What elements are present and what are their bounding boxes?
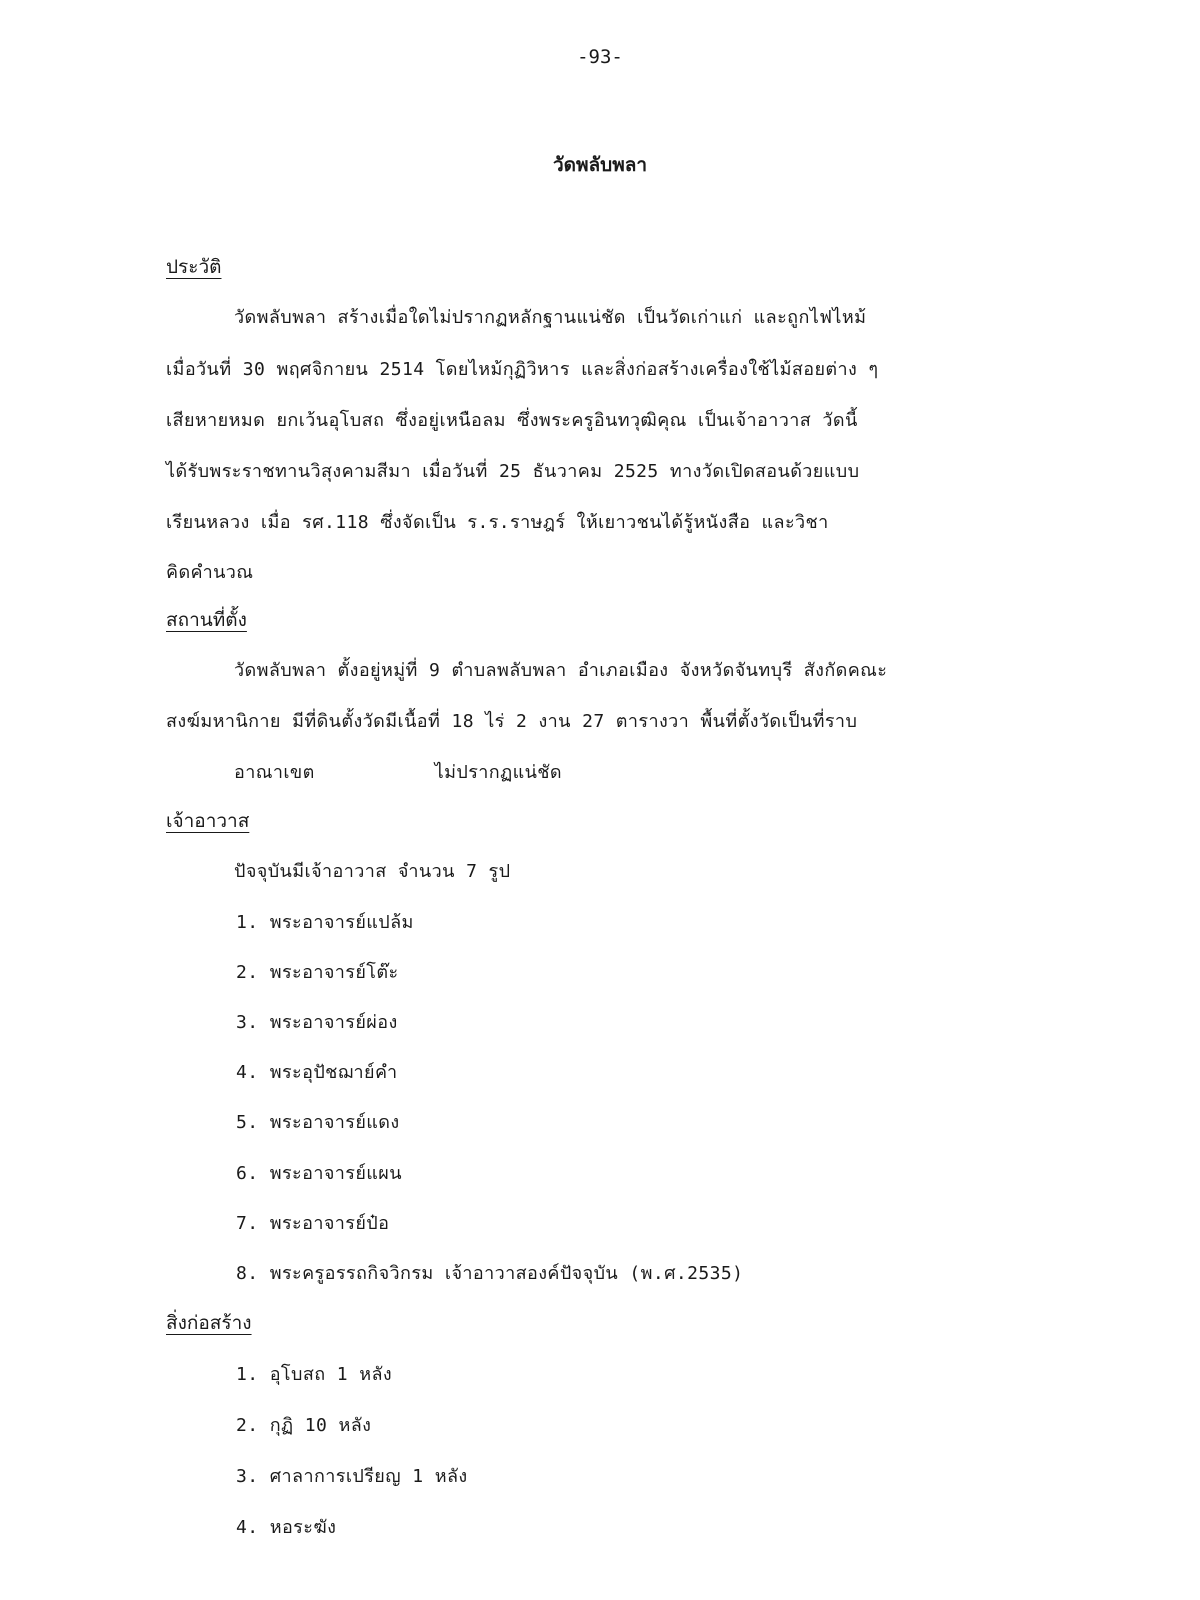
abbot-list-item: 3. พระอาจารย์ผ่อง	[236, 1012, 398, 1033]
abbot-list-item: 7. พระอาจารย์ป๋อ	[236, 1213, 390, 1234]
buildings-heading: สิ่งก่อสร้าง	[166, 1312, 252, 1334]
boundary-value: ไม่ปรากฏแน่ชัด	[434, 762, 562, 783]
building-list-item: 4. หอระฆัง	[236, 1517, 337, 1538]
boundary-row	[234, 757, 562, 786]
document-title: วัดพลับพลา	[552, 154, 648, 176]
history-line: คิดคำนวณ	[166, 562, 254, 583]
abbot-list-item: 6. พระอาจารย์แผน	[236, 1163, 402, 1184]
history-heading: ประวัติ	[166, 256, 222, 278]
boundary-label: อาณาเขต	[234, 762, 315, 783]
history-line: เสียหายหมด ยกเว้นอุโบสถ ซึ่งอยู่เหนือลม ซึ่งพระครูอินทวุฒิคุณ เป็นเจ้าอาวาส วัดนี้	[166, 410, 858, 431]
building-list-item: 1. อุโบสถ 1 หลัง	[236, 1364, 393, 1385]
page-number: -93-	[577, 46, 623, 68]
history-line: วัดพลับพลา สร้างเมื่อใดไม่ปรากฏหลักฐานแน่ชัด เป็นวัดเก่าแก่ และถูกไฟไหม้	[234, 307, 867, 328]
abbots-heading: เจ้าอาวาส	[166, 810, 250, 832]
abbot-list-item: 2. พระอาจารย์โต๊ะ	[236, 962, 399, 983]
location-line: สงฆ์มหานิกาย มีที่ดินตั้งวัดมีเนื้อที่ 18 ไร่ 2 งาน 27 ตารางวา พื้นที่ตั้งวัดเป็นที่ราบ	[166, 711, 858, 732]
building-list-item: 2. กุฏิ 10 หลัง	[236, 1415, 372, 1436]
history-line: เรียนหลวง เมื่อ รศ.118 ซึ่งจัดเป็น ร.ร.ราษฎร์ ให้เยาวชนได้รู้หนังสือ และวิชา	[166, 512, 829, 533]
abbots-intro: ปัจจุบันมีเจ้าอาวาส จำนวน 7 รูป	[234, 861, 511, 882]
location-heading: สถานที่ตั้ง	[166, 609, 247, 631]
abbot-list-item: 4. พระอุปัชฌาย์คำ	[236, 1062, 398, 1083]
history-line: ได้รับพระราชทานวิสุงคามสีมา เมื่อวันที่ 25 ธันวาคม 2525 ทางวัดเปิดสอนด้วยแบบ	[166, 461, 860, 482]
location-line: วัดพลับพลา ตั้งอยู่หมู่ที่ 9 ตำบลพลับพลา อำเภอเมือง จังหวัดจันทบุรี สังกัดคณะ	[234, 660, 888, 681]
abbot-list-item: 1. พระอาจารย์แปล้ม	[236, 912, 414, 933]
history-line: เมื่อวันที่ 30 พฤศจิกายน 2514 โดยไหม้กุฏิวิหาร และสิ่งก่อสร้างเครื่องใช้ไม้สอยต่าง ๆ	[166, 359, 879, 380]
abbot-list-item: 8. พระครูอรรถกิจวิกรม เจ้าอาวาสองค์ปัจจุบัน (พ.ศ.2535)	[236, 1263, 744, 1284]
abbot-list-item: 5. พระอาจารย์แดง	[236, 1112, 400, 1133]
building-list-item: 3. ศาลาการเปรียญ 1 หลัง	[236, 1466, 468, 1487]
